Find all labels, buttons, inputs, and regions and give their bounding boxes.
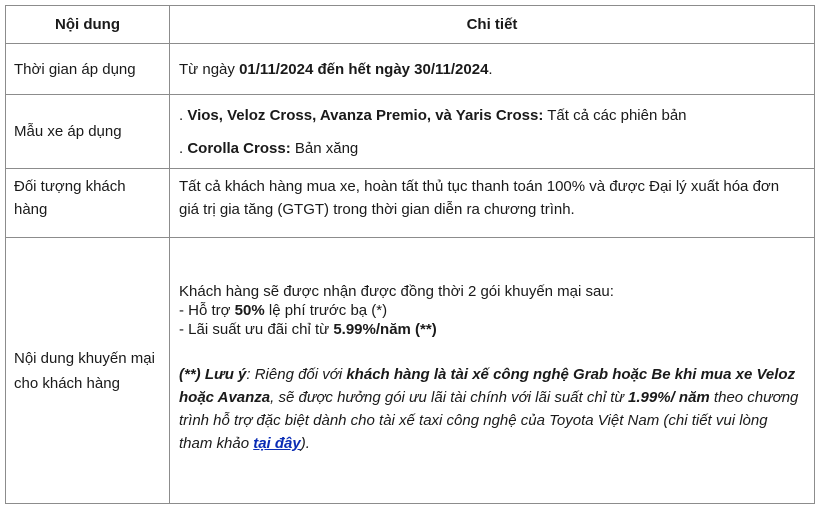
detail-cell xyxy=(170,238,815,504)
row-label: Đối tượng khách hàng xyxy=(14,178,126,218)
bullet-interest-rate: - Lãi suất ưu đãi chỉ từ 5.99%/năm (**) xyxy=(179,321,437,338)
table-row-models xyxy=(6,95,815,169)
promotion-intro: Khách hàng sẽ được nhận được đồng thời 2 gói khuyến mại sau: - Hỗ trợ 50% lệ phí trước bạ (*) - Lãi suất ưu đãi chỉ từ 5.99%/năm (**) xyxy=(170,238,814,339)
table-row-period xyxy=(6,44,815,95)
detail-cell xyxy=(170,44,815,95)
table-header-row xyxy=(6,6,815,44)
models-line-2: . Corolla Cross: Bản xăng xyxy=(179,139,359,157)
table-row-promotion xyxy=(6,238,815,504)
detail-cell xyxy=(170,95,815,169)
models-line-1: . Vios, Veloz Cross, Avanza Premio, và Yaris Cross: Tất cả các phiên bản xyxy=(179,106,687,124)
row-label: Mẫu xe áp dụng xyxy=(14,123,122,140)
detail-cell xyxy=(170,169,815,238)
header-content: Nội dung xyxy=(6,6,170,44)
table-row-audience xyxy=(6,169,815,238)
note-mark: (**) Lưu ý xyxy=(179,366,247,383)
bullet-registration-fee: - Hỗ trợ 50% lệ phí trước bạ (*) xyxy=(179,302,388,319)
details-link[interactable]: tại đây xyxy=(253,435,301,452)
promotion-note: (**) Lưu ý: Riêng đối với khách hàng là tài xế công nghệ Grab hoặc Be khi mua xe Veloz hoặc Avanza, sẽ được hưởng gói ưu lãi tài chính với lãi suất chỉ từ 1.99%/ năm theo chương trình hỗ trợ đặc biệt dành cho tài xế taxi công nghệ của Toyota Việt Nam (chi tiết vui lòng tham khảo tại đây). xyxy=(179,366,799,452)
label-cell xyxy=(6,95,170,169)
header-detail: Chi tiết xyxy=(170,6,815,44)
period-text: Từ ngày 01/11/2024 đến hết ngày 30/11/2024. xyxy=(179,60,493,78)
promotion-table xyxy=(5,5,815,504)
row-label: Thời gian áp dụng xyxy=(14,60,136,78)
label-cell xyxy=(6,44,170,95)
period-dates: 01/11/2024 đến hết ngày 30/11/2024 xyxy=(239,60,489,78)
label-cell xyxy=(6,169,170,238)
audience-text: Tất cả khách hàng mua xe, hoàn tất thủ tục thanh toán 100% và được Đại lý xuất hóa đơn giá trị gia tăng (GTGT) trong thời gian diễn ra chương trình. xyxy=(179,178,780,218)
label-cell xyxy=(6,238,170,504)
row-label: Nội dung khuyến mại cho khách hàng xyxy=(14,349,155,392)
